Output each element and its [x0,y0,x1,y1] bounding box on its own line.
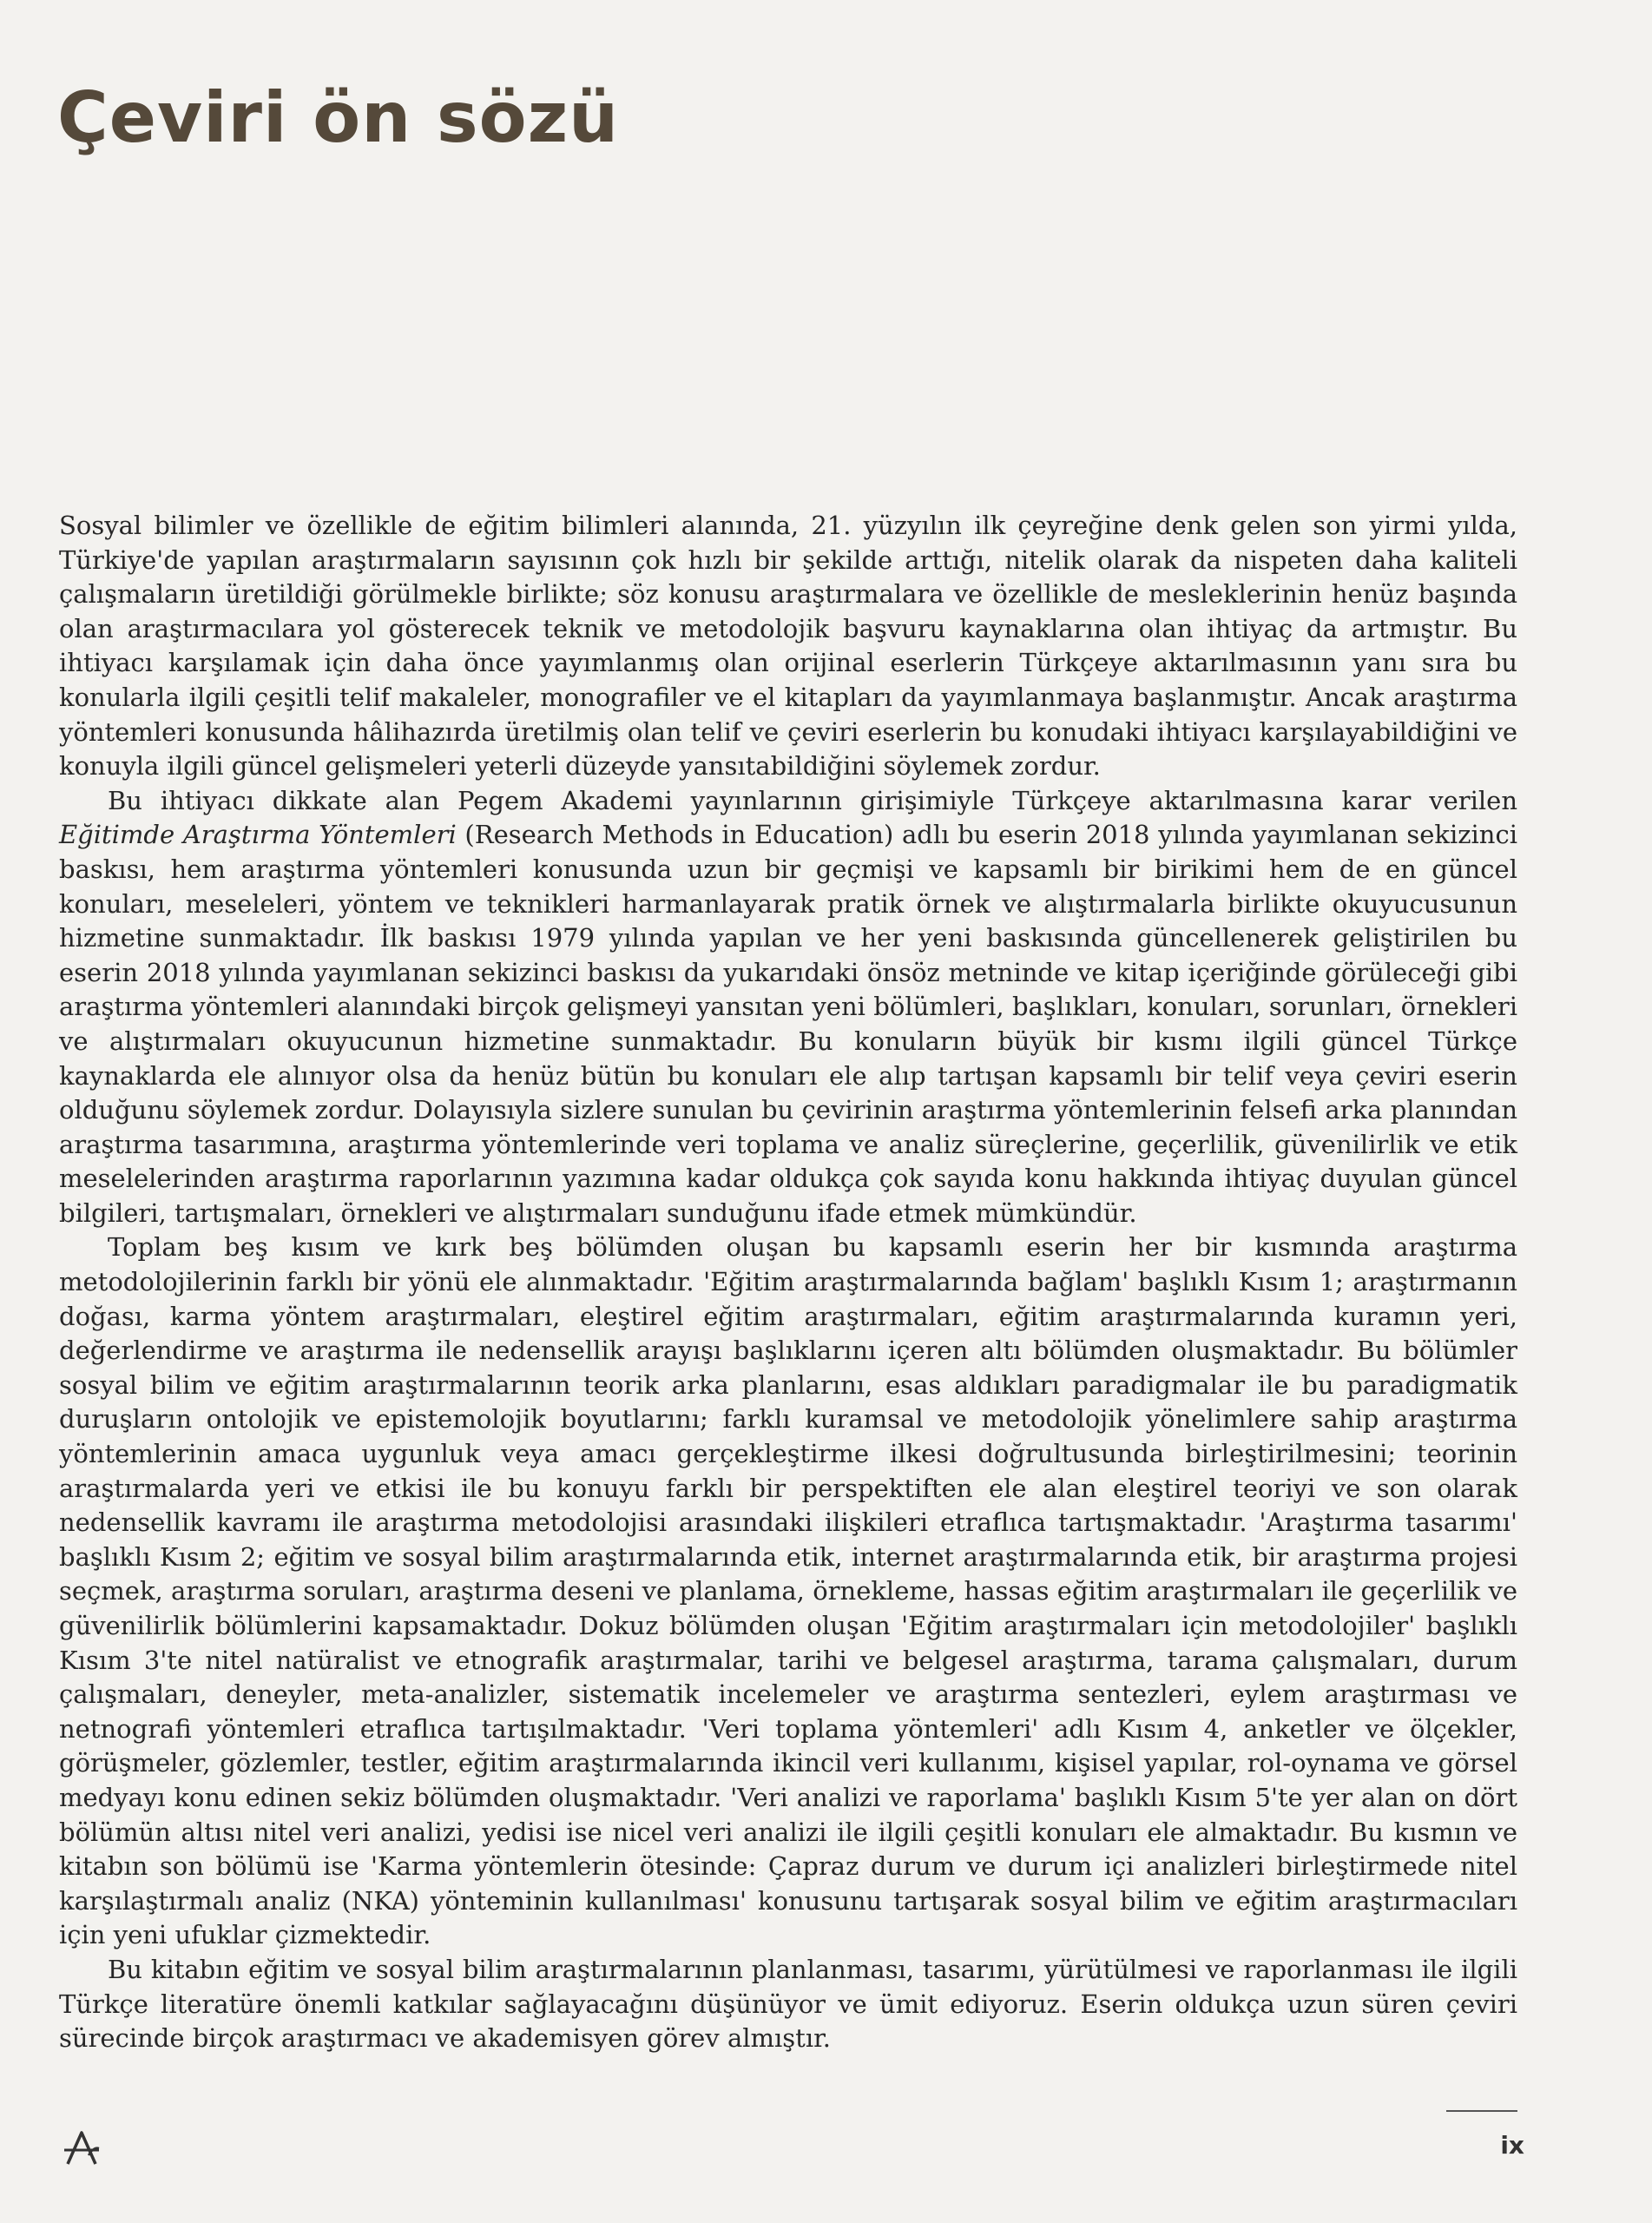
book-title-emphasis: Eğitimde Araştırma Yöntemleri [59,820,457,850]
paragraph-1: Sosyal bilimler ve özellikle de eğitim bilimleri alanında, 21. yüzyılın ilk çeyreğine denk gelen son yirmi yılda, Türkiye'de yapılan araştırmaların sayısının çok hızlı bir şekilde arttığı, nitelik olarak da nispeten daha kaliteli çalışmaların üretildiği görülmekle birlikte; söz konusu araştırmalara ve özellikle de mesleklerinin henüz başında olan araştırmacılara yol gösterecek teknik ve metodolojik başvuru kaynaklarına olan ihtiyaç da artmıştır. Bu ihtiyacı karşılamak için daha önce yayımlanmış olan orijinal eserlerin Türkçeye aktarılmasının yanı sıra bu konularla ilgili çeşitli telif makaleler, monografiler ve el kitapları da yayımlanmaya başlanmıştır. Ancak araştırma yöntemleri konusunda hâlihazırda üretilmiş olan telif ve çeviri eserlerin bu konudaki ihtiyacı karşılayabildiğini ve konuyla ilgili güncel gelişmeleri yeterli düzeyde yansıtabildiğini söylemek zordur. [59,511,1517,782]
paragraph-4: Bu kitabın eğitim ve sosyal bilim araştırmalarının planlanması, tasarımı, yürütülmesi ve raporlanması ile ilgili Türkçe literatüre önemli katkılar sağlayacağını düşünüyor ve ümit ediyoruz. Eserin oldukça uzun süren çeviri sürecinde birçok araştırmacı ve akademisyen görev almıştır. [59,1954,1517,2054]
page-title: Çeviri ön sözü [57,77,620,158]
body-text [59,509,1517,2056]
publisher-logo-icon [63,2129,101,2167]
paragraph-2-text-end: (Research Methods in Education) adlı bu eserin 2018 yılında yayımlanan sekizinci baskısı, hem araştırma yöntemleri konusunda uzun bir geçmişi ve kapsamlı bir birikimi hem de en güncel konuları, meseleleri, yöntem ve teknikleri harmanlayarak pratik örnek ve alıştırmalarla birlikte okuyucusunun hizmetine sunmaktadır. İlk baskısı 1979 yılında yapılan ve her yeni baskısında güncellenerek geliştirilen bu eserin 2018 yılında yayımlanan sekizinci baskısı da yukarıdaki önsöz metninde ve kitap içeriğinde görüleceği gibi araştırma yöntemleri alanındaki birçok gelişmeyi yansıtan yeni bölümleri, başlıkları, konuları, sorunları, örnekleri ve alıştırmaları okuyucunun hizmetine sunmaktadır. Bu konuların büyük bir kısmı ilgili güncel Türkçe kaynaklarda ele alınıyor olsa da henüz bütün bu konuları ele alıp tartışan kapsamlı bir telif veya çeviri eserin olduğunu söylemek zordur. Dolayısıyla sizlere sunulan bu çevirinin araştırma yöntemlerinin felsefi arka planından araştırma tasarımına, araştırma yöntemlerinde veri toplama ve analiz süreçlerine, geçerlilik, güvenilirlik ve etik meselelerinden araştırma raporlarının yazımına kadar oldukça çok sayıda konu hakkında ihtiyaç duyulan güncel bilgileri, tartışmaları, örnekleri ve alıştırmaları sunduğunu ifade etmek mümkündür. [59,820,1517,1228]
paragraph-3: Toplam beş kısım ve kırk beş bölümden oluşan bu kapsamlı eserin her bir kısmında araştırma metodolojilerinin farklı bir yönü ele alınmaktadır. 'Eğitim araştırmalarında bağlam' başlıklı Kısım 1; araştırmanın doğası, karma yöntem araştırmaları, eleştirel eğitim araştırmaları, eğitim araştırmalarında kuramın yeri, değerlendirme ve araştırma ile nedensellik arayışı başlıklarını içeren altı bölümden oluşmaktadır. Bu bölümler sosyal bilim ve eğitim araştırmalarının teorik arka planlarını, esas aldıkları paradigmalar ile bu paradigmatik duruşların ontolojik ve epistemolojik boyutlarını; farklı kuramsal ve metodolojik yönelimlere sahip araştırma yöntemlerinin amaca uygunluk veya amacı gerçekleştirme ilkesi doğrultusunda birleştirilmesini; teorinin araştırmalarda yeri ve etkisi ile bu konuyu farklı bir perspektiften ele alan eleştirel teoriyi ve son olarak nedensellik kavramı ile araştırma metodolojisi arasındaki ilişkileri etraflıca tartışmaktadır. 'Araştırma tasarımı' başlıklı Kısım 2; eğitim ve sosyal bilim araştırmalarında etik, internet araştırmalarında etik, bir araştırma projesi seçmek, araştırma soruları, araştırma deseni ve planlama, örnekleme, hassas eğitim araştırmaları ile geçerlilik ve güvenilirlik bölümlerini kapsamaktadır. Dokuz bölümden oluşan 'Eğitim araştırmaları için metodolojiler' başlıklı Kısım 3'te nitel natüralist ve etnografik araştırmalar, tarihi ve belgesel araştırma, tarama çalışmaları, durum çalışmaları, deneyler, meta-analizler, sistematik incelemeler ve araştırma sentezleri, eylem araştırması ve netnografi yöntemleri etraflıca tartışılmaktadır. 'Veri toplama yöntemleri' adlı Kısım 4, anketler ve ölçekler, görüşmeler, gözlemler, testler, eğitim araştırmalarında ikincil veri kullanımı, kişisel yapılar, rol-oynama ve görsel medyayı konu edinen sekiz bölümden oluşmaktadır. 'Veri analizi ve raporlama' başlıklı Kısım 5'te yer alan on dört bölümün altısı nitel veri analizi, yedisi ise nicel veri analizi ile ilgili çeşitli konuları ele almaktadır. Bu kısmın ve kitabın son bölümü ise 'Karma yöntemlerin ötesinde: Çapraz durum ve durum içi analizleri birleştirmede nitel karşılaştırmalı analiz (NKA) yönteminin kullanılması' konusunu tartışarak sosyal bilim ve eğitim araştırmacıları için yeni ufuklar çizmektedir. [59,1232,1517,1950]
page-rule [1446,2110,1517,2112]
paragraph-2-text-start: Bu ihtiyacı dikkate alan Pegem Akademi yayınlarının girişimiyle Türkçeye aktarılmasına karar verilen [108,785,1517,815]
paragraph-2 [59,784,1517,1231]
page-number: ix [1500,2131,1524,2160]
